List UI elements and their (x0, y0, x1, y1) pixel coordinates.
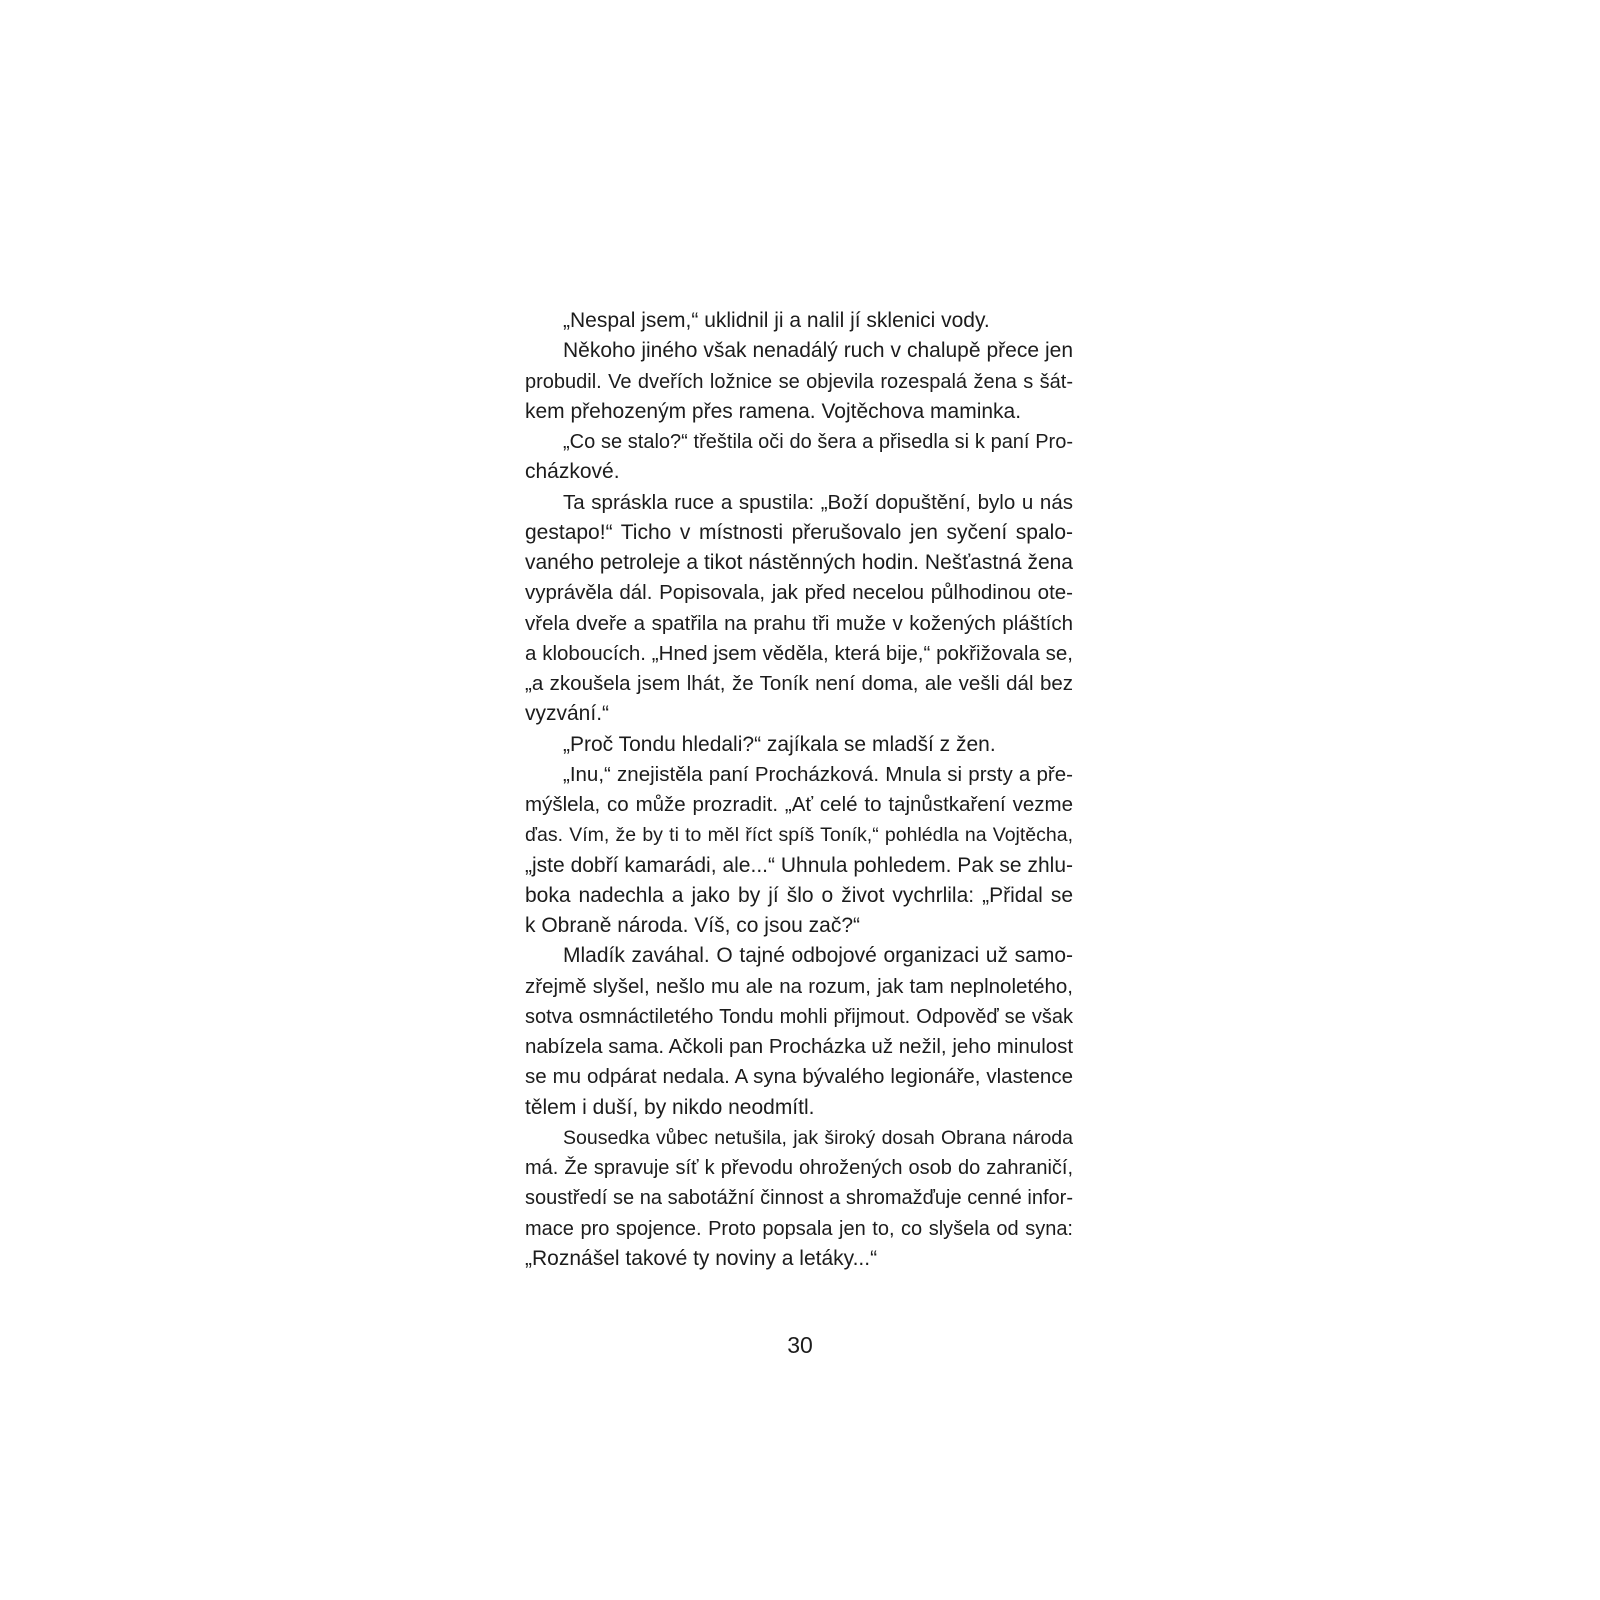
text-line: má. Že spravuje síť k převodu ohrožených osob do zahraničí, (525, 1157, 1073, 1179)
text-line: a kloboucích. „Hned jsem věděla, která bije,“ pokřižovala se, (525, 641, 1073, 665)
page-number: 30 (787, 1332, 813, 1358)
text-line: gestapo!“ Ticho v místnosti přerušovalo jen syčení spalo- (525, 520, 1073, 544)
text-line: se mu odpárat nedala. A syna bývalého legionáře, vlastence (525, 1065, 1073, 1089)
text-line: „Proč Tondu hledali?“ zajíkala se mladší z žen. (563, 732, 996, 756)
text-line: kem přehozeným přes ramena. Vojtěchova maminka. (525, 399, 1022, 423)
text-line: tělem i duší, by nikdo neodmítl. (525, 1095, 815, 1119)
text-line: „Co se stalo?“ třeštila oči do šera a přisedla si k paní Pro- (563, 431, 1073, 453)
text-line: vaného petroleje a tikot nástěnných hodin. Nešťastná žena (525, 551, 1073, 574)
text-line: Někoho jiného však nenadálý ruch v chalupě přece jen (563, 339, 1073, 363)
text-line: vyprávěla dál. Popisovala, jak před necelou půlhodinou ote- (525, 581, 1073, 605)
body-text (525, 306, 1073, 1274)
text-line: boka nadechla a jako by jí šlo o život vychrlila: „Přidal se (525, 883, 1073, 907)
text-line: mace pro spojence. Proto popsala jen to, co slyšela od syna: (525, 1217, 1073, 1240)
text-line: „Nespal jsem,“ uklidnil ji a nalil jí sklenici vody. (563, 309, 990, 332)
text-line: cházkové. (525, 460, 620, 484)
text-line: „jste dobří kamarádi, ale...“ Uhnula pohledem. Pak se zhlu- (525, 853, 1073, 877)
text-line: Sousedka vůbec netušila, jak široký dosah Obrana národa (563, 1126, 1073, 1149)
text-line: soustředí se na sabotážní činnost a shromažďuje cenné infor- (525, 1187, 1073, 1210)
text-line: Ta spráskla ruce a spustila: „Boží dopuštění, bylo u nás (563, 490, 1073, 514)
text-line: Mladík zaváhal. O tajné odbojové organizaci už samo- (563, 944, 1073, 968)
text-line: sotva osmnáctiletého Tondu mohli přijmout. Odpověď se však (525, 1005, 1073, 1028)
text-line: „Roznášel takové ty noviny a letáky...“ (525, 1246, 878, 1270)
text-line: vřela dveře a spatřila na prahu tři muže v kožených pláštích (525, 611, 1073, 635)
text-line: „a zkoušela jsem lhát, že Toník není doma, ale vešli dál bez (525, 672, 1073, 695)
text-line: zřejmě slyšel, nešlo mu ale na rozum, jak tam neplnoletého, (525, 974, 1073, 998)
text-line: ďas. Vím, že by ti to měl říct spíš Toník,“ pohlédla na Vojtěcha, (525, 824, 1073, 847)
text-line: probudil. Ve dveřích ložnice se objevila rozespalá žena s šát- (525, 370, 1073, 393)
text-line: nabízela sama. Ačkoli pan Procházka už nežil, jeho minulost (525, 1035, 1074, 1058)
text-line: vyzvání.“ (525, 702, 610, 726)
text-line: „Inu,“ znejistěla paní Procházková. Mnula si prsty a pře- (563, 762, 1073, 786)
text-line: k Obraně národa. Víš, co jsou zač?“ (525, 914, 861, 937)
text-line: mýšlela, co může prozradit. „Ať celé to tajnůstkaření vezme (525, 793, 1073, 816)
